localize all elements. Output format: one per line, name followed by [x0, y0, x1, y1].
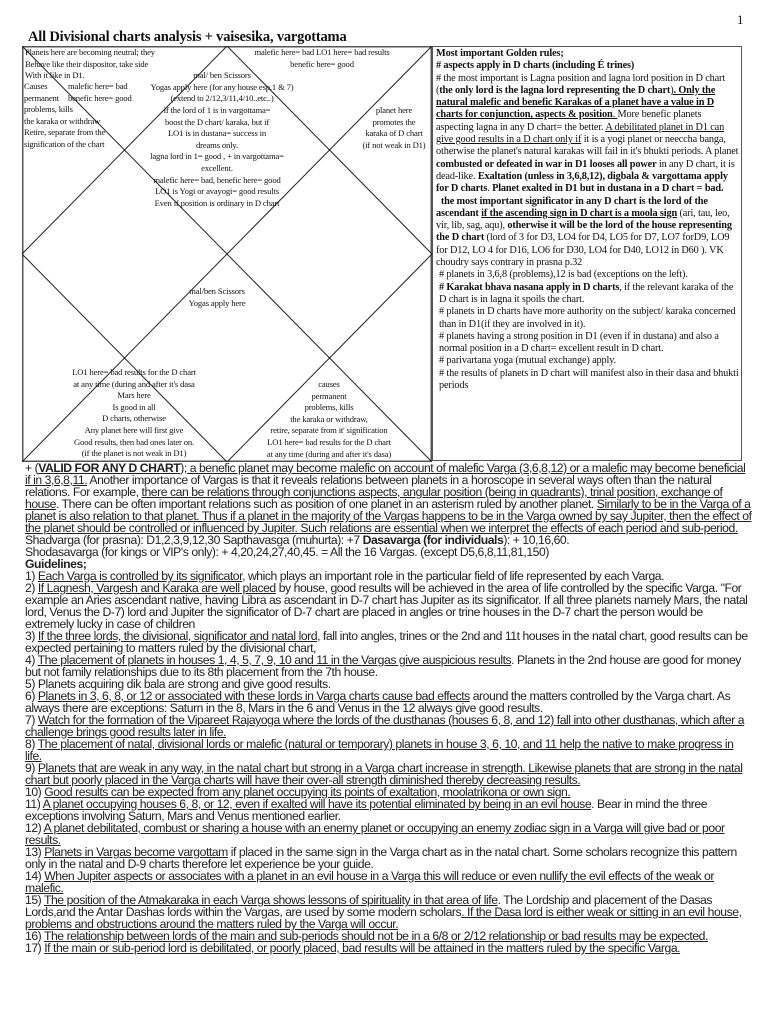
chart-label-line: dreams only. — [195, 139, 239, 150]
golden-rules-box — [432, 46, 742, 461]
chart-label-line: planet here — [375, 105, 413, 115]
text-segment: Watch for the formation of the Vipareet Rajayoga where the lords of the dusthanas (houses 6, 8, and 12) fall into other dusthanas, which after a challenge brings good results later in life. — [25, 713, 745, 739]
chart-label-line: Even if position is ordinary in D chart — [154, 197, 280, 208]
text-segment: Similarly to be in the Varga of a planet is also relation to that planet. Thus if a planet in the majority of the Vargas happens to be in the Varga owned by say Jupiter, then the effect of the planet should be controlled or influenced by Jupiter. Such relations are essential when we interpret the effects of each period and sub-period. — [25, 497, 752, 535]
paragraph — [25, 738, 753, 762]
text-segment: # planets in D charts have more authority on the subject/ karaka concerned than in D1(if they are involved in it). — [439, 306, 736, 330]
text-segment: Dasavarga (for individuals — [362, 533, 504, 547]
house-7-label — [189, 286, 246, 309]
paragraph — [436, 368, 739, 393]
chart-label-line: problems, kills — [24, 104, 73, 115]
text-segment: 16) — [25, 929, 44, 943]
chart-label-line: (if the planet is not weak in D1) — [81, 448, 187, 459]
text-segment: # planets having a strong position in D1 (even if in dustana) and also a normal position in a D chart= excellent result in D chart. — [439, 330, 719, 355]
chart-label-line: the karaka or withdraw, — [290, 413, 368, 424]
text-segment: Planets in Vargas become vargottam — [44, 845, 228, 859]
text-segment: 10) — [25, 785, 45, 799]
chart-label-line: benefic here= good — [68, 92, 132, 103]
paragraph — [436, 196, 739, 270]
text-segment: The placement of natal, divisional lords or malefic (natural or temporary) planets in house 3, 6, 10, and 11 help the native to make progress in life. — [25, 737, 734, 763]
text-segment: if placed in the same sign in the Varga chart as in the natal chart. Some scholars recognize this pattern only in the natal and D-9 charts therefore let experience be your guide. — [25, 845, 737, 871]
text-segment: in any D chart, it is dead-like. — [436, 158, 735, 182]
paragraph — [436, 269, 739, 281]
text-segment: . If the Dasa lord is either weak or sitting in an evil house, problems and obstructions around the matters ruled by the Varga will occur. — [25, 905, 742, 931]
chart-label-line: malefic here= bad, benefic here= good — [153, 174, 281, 185]
text-segment: if the ascending sign in D chart is a moola sign — [481, 207, 678, 219]
text-segment: . There can be often important relations such as position of one planet in an asterism ruled by another planet. — [55, 497, 597, 511]
text-segment: # the results of planets in D chart will manifest also in their dasa and bhukti periods — [439, 367, 739, 392]
text-segment: 11) — [25, 797, 43, 811]
text-segment: The position of the Atmakaraka in each Varga shows lessons of spirituality in that area of life — [43, 893, 498, 907]
chart-label-line: promotes the — [372, 116, 416, 127]
text-segment: Guidelines; — [25, 557, 87, 571]
text-segment: Shadvarga (for prasna): D1,2,3,9,12,30 Sapthavasga (muhurta): +7 — [25, 533, 363, 547]
text-segment: . Planets in the 2nd house are good for money but not family relationships due to its 8th placement from the 7th house. — [25, 653, 741, 679]
chart-label-line: Any planet here will first give — [84, 424, 184, 435]
chart-label-line: LO1 here= bad results for the D chart — [267, 436, 391, 447]
house-3-label — [362, 105, 425, 151]
chart-label-line: causes — [318, 379, 340, 389]
chart-label-line: Causes — [24, 81, 48, 91]
chart-label-line: problems, kills — [304, 402, 354, 413]
house-8-label — [72, 367, 196, 460]
chart-label-line: D charts, otherwise — [102, 413, 166, 424]
text-segment: 9) — [25, 761, 38, 775]
text-segment: 4) — [25, 653, 38, 667]
text-segment: 17) — [25, 941, 45, 955]
document-title: All Divisional charts analysis + vaisesika, vargottama — [28, 29, 347, 45]
text-segment: . Bear in mind the three exceptions involving Saturn, Mars and Venus mentioned earlier. — [25, 797, 708, 823]
chart-label-line: permanent — [311, 390, 347, 401]
chart-label-line: permanent — [24, 92, 59, 103]
chart-label-line: Yogas apply here (for any house esp.1 & 7) — [150, 81, 294, 92]
text-segment: 7) — [25, 713, 38, 727]
text-segment: there can be relations through conjunctions aspects, angular position (being in quadrants), trinal position, exchange of house — [25, 485, 723, 511]
paragraph — [25, 846, 753, 870]
text-segment: , which plays an important role in the particular field of life represented by each Varga. — [242, 569, 665, 583]
page-number: 1 — [737, 12, 744, 27]
chart-label-line: if the lord of 1 is in vargottama= — [163, 105, 271, 115]
chart-label-line: mal/ ben Scissors — [193, 70, 251, 80]
paragraph — [25, 798, 753, 822]
text-segment: 5) Planets acquiring dik bala are strong and give good results. — [25, 677, 331, 691]
text-segment: When Jupiter aspects or associates with a planet in an evil house in a Varga this will reduce or even nullify the evil effects of the weak or malefic. — [25, 869, 714, 895]
north-indian-chart-diagram — [22, 46, 432, 462]
chart-label-line: Behave like their dispositor, take side — [25, 58, 149, 69]
chart-label-line: malefic here= bad — [68, 81, 128, 91]
text-segment: 1) — [25, 569, 38, 583]
text-segment: 2) — [25, 581, 38, 595]
text-segment: . The Lordship and placement of the Dasas Lords,and the Antar Dashas lords within the Vargas, are used by some modern scholars — [25, 893, 712, 919]
chart-label-line: mal/ben Scissors — [189, 286, 245, 296]
text-segment: , if the relevant karaka of the D chart is in lagna it spoils the chart. — [439, 281, 734, 305]
text-segment: 15) — [25, 893, 44, 907]
text-segment: ) — [670, 84, 674, 96]
text-segment: # the most important is Lagna position and lagna lord position in D chart ( — [436, 72, 726, 96]
text-segment: A planet occupying houses 6, 8, or 12, even if exalted will have its potential eliminated by being in an evil house — [42, 797, 592, 811]
text-segment: (ari, tau, leo, vir, lib, sag, aqu), — [436, 207, 730, 232]
text-segment: + ( — [25, 462, 39, 475]
chart-label-line: LO1 is in dustana= success in — [167, 128, 267, 139]
text-segment: . — [612, 109, 618, 121]
text-segment: the only lord is the lagna lord representing the D chart — [439, 84, 671, 96]
text-segment: ): + 10,16,60. — [503, 533, 570, 547]
paragraph — [25, 822, 753, 846]
text-segment: 14) — [25, 869, 45, 883]
chart-label-line: the karaka or withdraw — [24, 115, 101, 126]
paragraph — [25, 582, 753, 630]
chart-label-line: (extend to 2/12,3/11,4/10..etc..) — [170, 93, 274, 104]
chart-label-line: benefic here= good — [290, 58, 354, 69]
chart-label-line: Good results, then bad ones later on. — [74, 436, 194, 447]
paragraph — [436, 331, 739, 356]
text-segment: Exaltation (unless in 3,6,8,12), digbala & vargottama apply for D charts — [436, 170, 728, 195]
text-segment: Planets in 3, 6, 8, or 12 or associated with these lords in Varga charts cause bad effects — [37, 689, 470, 703]
text-segment: fall into angles, trines or the 2nd and 11t houses in the natal chart, good results can be expected pertaining to matters ruled by the divisional chart, — [25, 629, 748, 655]
paragraph — [25, 462, 753, 534]
text-segment: by house, good results will be achieved in the area of life controlled by the specific Varga. "For example an Aries ascendant native, having Libra as ascendant in D-7 chart has Jupiter as its significator. If all three planets namely Mars, the natal lord, Venus the D-7) lord and Jupiter the significator of D-7 chart are placed in angles or trine houses in the D-7 chart the person would be extremely lucky in case of children — [25, 581, 748, 631]
chart-label-line: signification of the chart — [24, 138, 105, 149]
text-segment: 6) — [25, 689, 38, 703]
chart-label-line: at any time (during and after it's dasa — [73, 378, 195, 389]
text-segment: # planets in 3,6,8 (problems),12 is bad (exceptions on the left). — [439, 269, 688, 281]
text-segment: (lord of 3 for D3, LO4 for D4, LO5 for D7, LO7 forD9, LO9 for D12, LO 4 for D16, LO6 for D30, LO4 for D40, LO12 in D60 ). VK choudry says contrary in prasna p.32 — [436, 232, 730, 269]
paragraph — [25, 654, 753, 678]
house-11-inner-label — [68, 81, 132, 104]
text-segment: Planet exalted in D1 but in dustana in a D chart = bad. — [492, 183, 724, 195]
text-segment: around the matters controlled by the Varga chart. As always there are exceptions: Saturn in the 8, Mars in the 6 and Venus in the 12 always give good results. — [25, 689, 731, 715]
text-segment: # parivartana yoga (mutual exchange) apply. — [439, 355, 617, 367]
chart-label-line: (if not weak in D1) — [362, 139, 426, 150]
paragraph — [25, 942, 753, 954]
paragraph — [436, 60, 739, 72]
paragraph — [25, 762, 753, 786]
text-segment: combusted or defeated in war in D1 looses all power — [436, 158, 657, 170]
lagna-label — [150, 105, 284, 209]
chart-label-line: Planets here are becoming neutral; they — [25, 47, 155, 57]
paragraph — [436, 306, 739, 331]
chart-label-line: LO1 here= bad results for the D chart — [72, 367, 196, 377]
text-segment: the most important significator in any D chart is the lord of the ascendant — [436, 195, 708, 219]
text-segment: 12) — [25, 821, 44, 835]
chart-label-line: Is good in all — [112, 401, 156, 412]
paragraph — [436, 73, 739, 196]
text-segment: The relationship between lords of the main and sub-periods should not be in a 6/8 or 2/12 relationship or bad results may be expected. — [43, 929, 708, 943]
chart-label-line: malefic here= bad LO1 here= bad results — [254, 47, 390, 57]
text-segment: it is a yogi planet or neeccha banga, otherwise the planet's natural karakas will fail in it's bhukti periods. A planet — [436, 134, 739, 158]
paragraph — [436, 282, 739, 307]
text-segment: # Karakat bhava nasana apply in D charts — [439, 281, 620, 293]
chart-label-line: karaka of D chart — [365, 128, 423, 139]
text-segment: 8) — [25, 737, 38, 751]
text-segment: Most important Golden rules; — [436, 48, 564, 59]
text-segment: ); a benefic planet may become malefic on account of malefic Varga (3,6,8,12) or a malefic may become beneficial if in 3,6,8,11. — [25, 462, 746, 487]
text-segment: Shodasavarga (for kings or VIP's only): + 4,20,24,27,40,45. = All the 16 Vargas. (except D5,6,8,11,81,150) — [25, 545, 549, 559]
text-segment: A debilitated planet in D1 can give good results in a D chart only if — [436, 121, 725, 146]
paragraph — [25, 690, 753, 714]
text-segment: otherwise it will be the lord of the house representing the D chart — [436, 220, 732, 244]
house-12-label — [25, 47, 155, 82]
chart-label-line: LO1 is Yogi or avayogi= good results — [155, 186, 279, 197]
text-segment: More benefic planets aspecting lagna in any D chart= the better. — [436, 109, 702, 133]
text-segment: The placement of planets in houses 1, 4, 5, 7, 9, 10 and 11 in the Vargas give auspicious results — [37, 653, 512, 667]
text-segment: # aspects apply in D charts (including É trines) — [436, 60, 635, 72]
text-segment: 3) — [25, 629, 38, 643]
chart-label-line: lagna lord in 1= good , + in vargottama= — [150, 151, 284, 162]
text-segment: If Lagnesh, Vargesh and Karaka are well placed — [37, 581, 276, 595]
chart-label-line: Retire, separate from the — [24, 127, 106, 138]
text-segment: Another importance of Vargas is that it reveals relations between planets in a horoscope in several ways often than the natural relations. For example, — [25, 473, 712, 499]
text-segment: If the main or sub-period lord is debilitated, or poorly placed, bad results will be attained in the matters ruled by the specific Varga. — [44, 941, 681, 955]
paragraph — [25, 630, 753, 654]
paragraph — [436, 355, 739, 367]
text-segment: . — [487, 183, 493, 195]
paragraph — [25, 870, 753, 894]
house-2-label — [254, 47, 389, 70]
text-segment: If the three lords, the divisional, significator and natal lord, — [37, 629, 321, 643]
chart-label-line: With it like in D1. — [25, 70, 85, 81]
chart-label-line: at any time (during and after it's dasa) — [266, 448, 392, 459]
text-segment: Good results can be expected from any planet occupying its points of exaltation, moolatrikona or own sign. — [44, 785, 571, 799]
text-segment: A planet debilitated, combust or sharing a house with an enemy planet or occupying an enemy zodiac sign in a Varga will give bad or poor results. — [25, 821, 725, 847]
text-segment: . Only the natural malefic and benefic Karakas of a planet have a value in D charts for conjunction, aspects & position — [436, 84, 716, 121]
chart-label-line: boost the D chart/ karaka, but if — [164, 116, 270, 127]
text-segment: Planets that are weak in any way, in the natal chart but strong in a Varga chart increase in strength. Likewise planets that are strong in the natal chart but poorly placed in the Varga charts will have their over-all strength diminished thereby decreasing results. — [25, 761, 743, 787]
text-segment: Each Varga is controlled by its significator — [37, 569, 243, 583]
chart-label-line: retire, separate from it' signification — [270, 425, 388, 436]
body-text — [25, 462, 753, 1024]
chart-label-line: excellent. — [201, 162, 233, 173]
chart-label-line: Mars here — [117, 390, 151, 401]
paragraph — [25, 894, 753, 930]
text-segment: 13) — [25, 845, 45, 859]
paragraph — [436, 48, 739, 60]
chart-label-line: Yogas apply here — [188, 297, 246, 308]
text-segment: VALID FOR ANY D CHART — [38, 462, 181, 475]
house-1-scissors-label — [151, 70, 294, 105]
house-6-label — [267, 379, 391, 460]
paragraph — [25, 546, 753, 558]
paragraph — [25, 714, 753, 738]
